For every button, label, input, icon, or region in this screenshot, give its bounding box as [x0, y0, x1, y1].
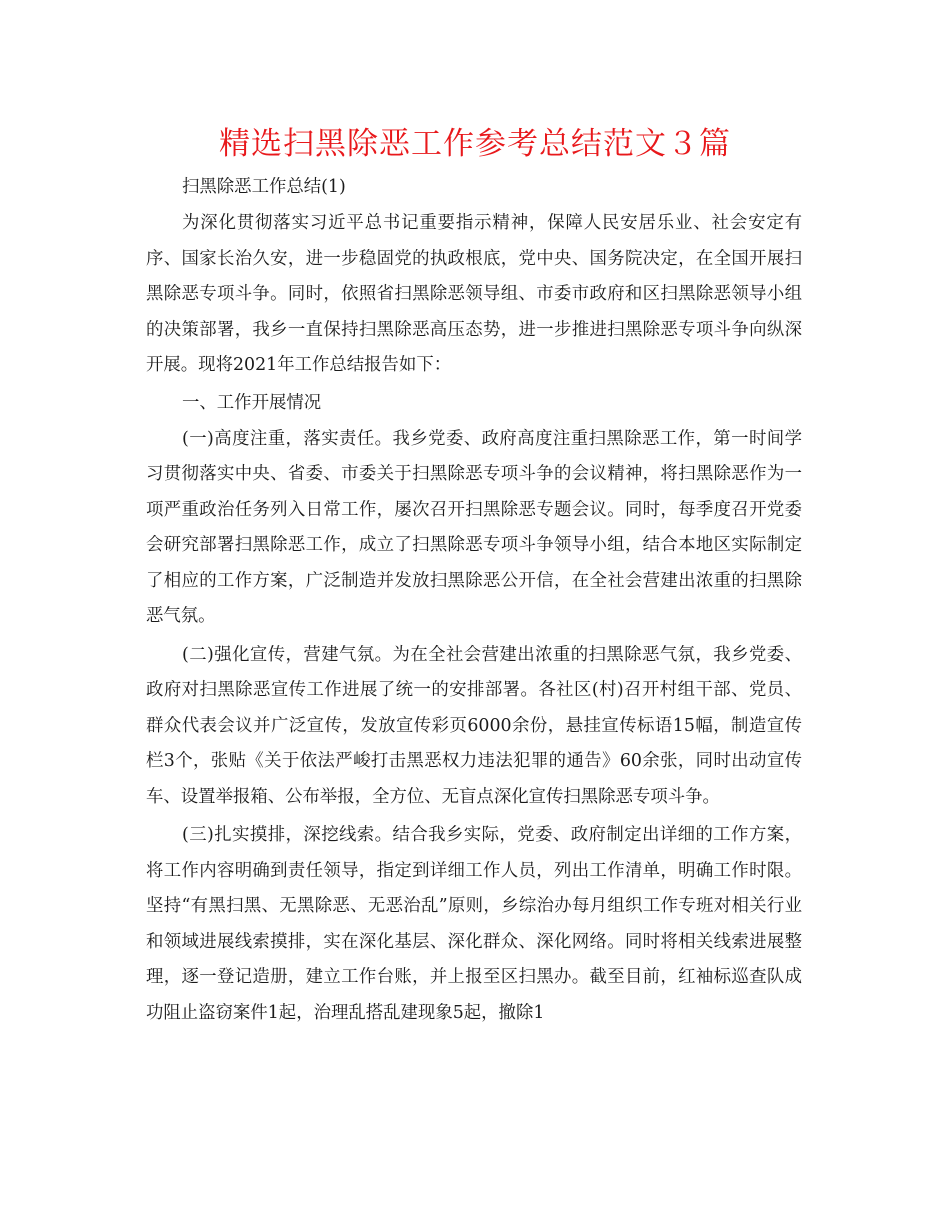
document-body	[146, 168, 802, 1031]
paragraph-item-1: (一)高度注重，落实责任。我乡党委、政府高度注重扫黑除恶工作，第一时间学习贯彻落实中央、省委、市委关于扫黑除恶专项斗争的会议精神，将扫黑除恶作为一项严重政治任务列入日常工作，屡次召开扫黑除恶专题会议。同时，每季度召开党委会研究部署扫黑除恶工作，成立了扫黑除恶专项斗争领导小组，结合本地区实际制定了相应的工作方案，广泛制造并发放扫黑除恶公开信，在全社会营建出浓重的扫黑除恶气氛。	[146, 428, 802, 626]
document-title: 精选扫黑除恶工作参考总结范文３篇	[219, 126, 731, 162]
paragraph-item-3: (三)扎实摸排，深挖线索。结合我乡实际，党委、政府制定出详细的工作方案，将工作内容明确到责任领导，指定到详细工作人员，列出工作清单，明确工作时限。坚持“有黑扫黑、无黑除恶、无恶治乱”原则，乡综治办每月组织工作专班对相关行业和领域进展线索摸排，实在深化基层、深化群众、深化网络。同时将相关线索进展整理，逐一登记造册，建立工作台账，并上报至区扫黑办。截至目前，红袖标巡查队成功阻止盗窃案件1起，治理乱搭乱建现象5起，撤除1	[146, 825, 802, 1023]
section-heading: 一、工作开展情况	[182, 392, 322, 413]
section-subtitle: 扫黑除恶工作总结(1)	[182, 177, 346, 197]
paragraph-intro: 为深化贯彻落实习近平总书记重要指示精神，保障人民安居乐业、社会安定有序、国家长治久安，进一步稳固党的执政根底，党中央、国务院决定，在全国开展扫黑除恶专项斗争。同时，依照省扫黑除恶领导组、市委市政府和区扫黑除恶领导小组的决策部署，我乡一直保持扫黑除恶高压态势，进一步推进扫黑除恶专项斗争向纵深开展。现将2021年工作总结报告如下：	[146, 213, 802, 375]
paragraph-item-2: (二)强化宣传，营建气氛。为在全社会营建出浓重的扫黑除恶气氛，我乡党委、政府对扫黑除恶宣传工作进展了统一的安排部署。各社区(村)召开村组干部、党员、群众代表会议并广泛宣传，发放宣传彩页6000余份，悬挂宣传标语15幅，制造宣传栏3个，张贴《关于依法严峻打击黑恶权力违法犯罪的通告》60余张，同时出动宣传车、设置举报箱、公布举报，全方位、无盲点深化宣传扫黑除恶专项斗争。	[146, 644, 802, 807]
